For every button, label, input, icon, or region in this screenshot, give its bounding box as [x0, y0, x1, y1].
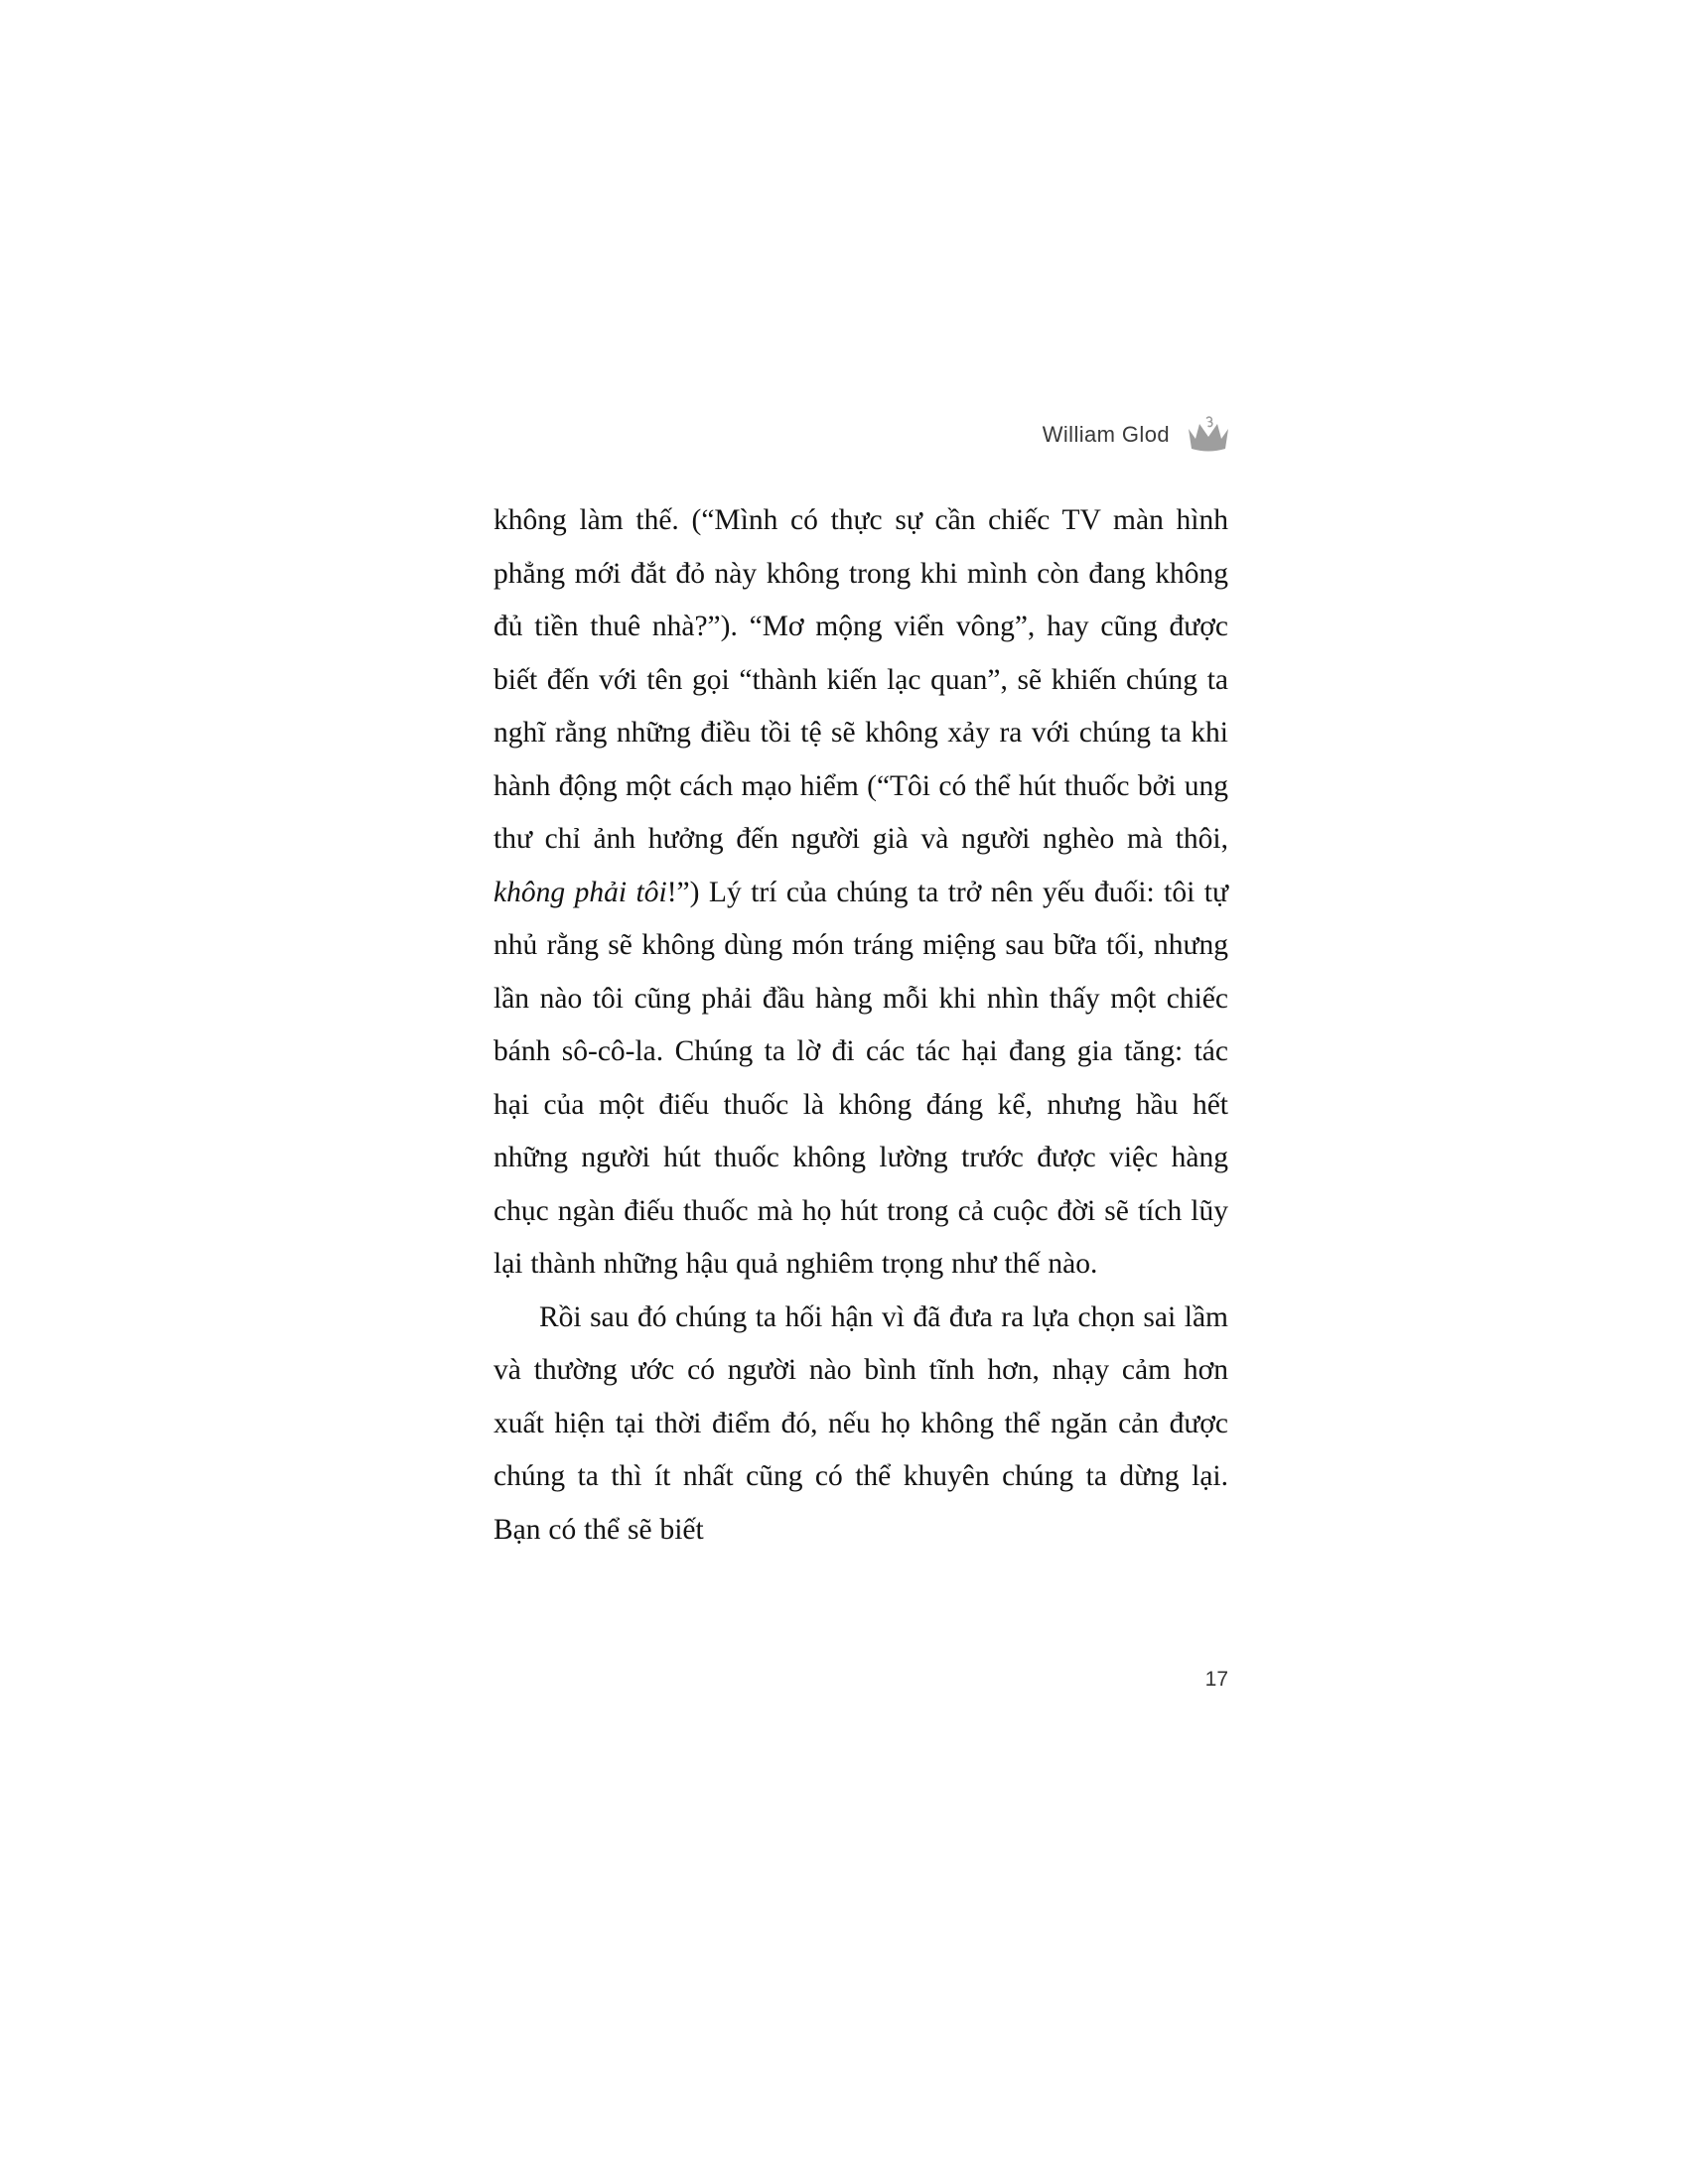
text-run: !”) Lý trí của chúng ta trở nên yếu đuối: tôi tự nhủ rằng sẽ không dùng món tráng miệng sau bữa tối, nhưng lần nào tôi cũng phải đầu hàng mỗi khi nhìn thấy một chiếc bánh sô-cô-la. Chúng ta lờ đi các tác hại đang gia tăng: tác hại của một điếu thuốc là không đáng kể, nhưng hầu hết những người hút thuốc không lường trước được việc hàng chục ngàn điếu thuốc mà họ hút trong cả cuộc đời sẽ tích lũy lại thành những hậu quả nghiêm trọng như thế nào. — [493, 876, 1228, 1280]
text-run: Rồi sau đó chúng ta hối hận vì đã đưa ra lựa chọn sai lầm và thường ước có người nào bình tĩnh hơn, nhạy cảm hơn xuất hiện tại thời điểm đó, nếu họ không thể ngăn cản được chúng ta thì ít nhất cũng có thể khuyên chúng ta dừng lại. Bạn có thể sẽ biết — [493, 1300, 1228, 1546]
body-text-column — [493, 494, 1228, 1557]
text-run: không làm thế. (“Mình có thực sự cần chiếc TV màn hình phẳng mới đắt đỏ này không trong khi mình còn đang không đủ tiền thuê nhà?”). “Mơ mộng viển vông”, hay cũng được biết đến với tên gọi “thành kiến lạc quan”, sẽ khiến chúng ta nghĩ rằng những điều tồi tệ sẽ không xảy ra với chúng ta khi hành động một cách mạo hiểm (“Tôi có thể hút thuốc bởi ung thư chỉ ảnh hưởng đến người già và người nghèo mà thôi, — [493, 504, 1228, 855]
crown-icon — [1186, 415, 1231, 455]
running-head — [0, 415, 1231, 455]
emphasis-text: không phải tôi — [493, 876, 667, 908]
running-head-author: William Glod — [1042, 422, 1170, 447]
paragraph — [493, 1292, 1228, 1558]
paragraph — [493, 494, 1228, 1292]
page-number: 17 — [1204, 1668, 1228, 1691]
